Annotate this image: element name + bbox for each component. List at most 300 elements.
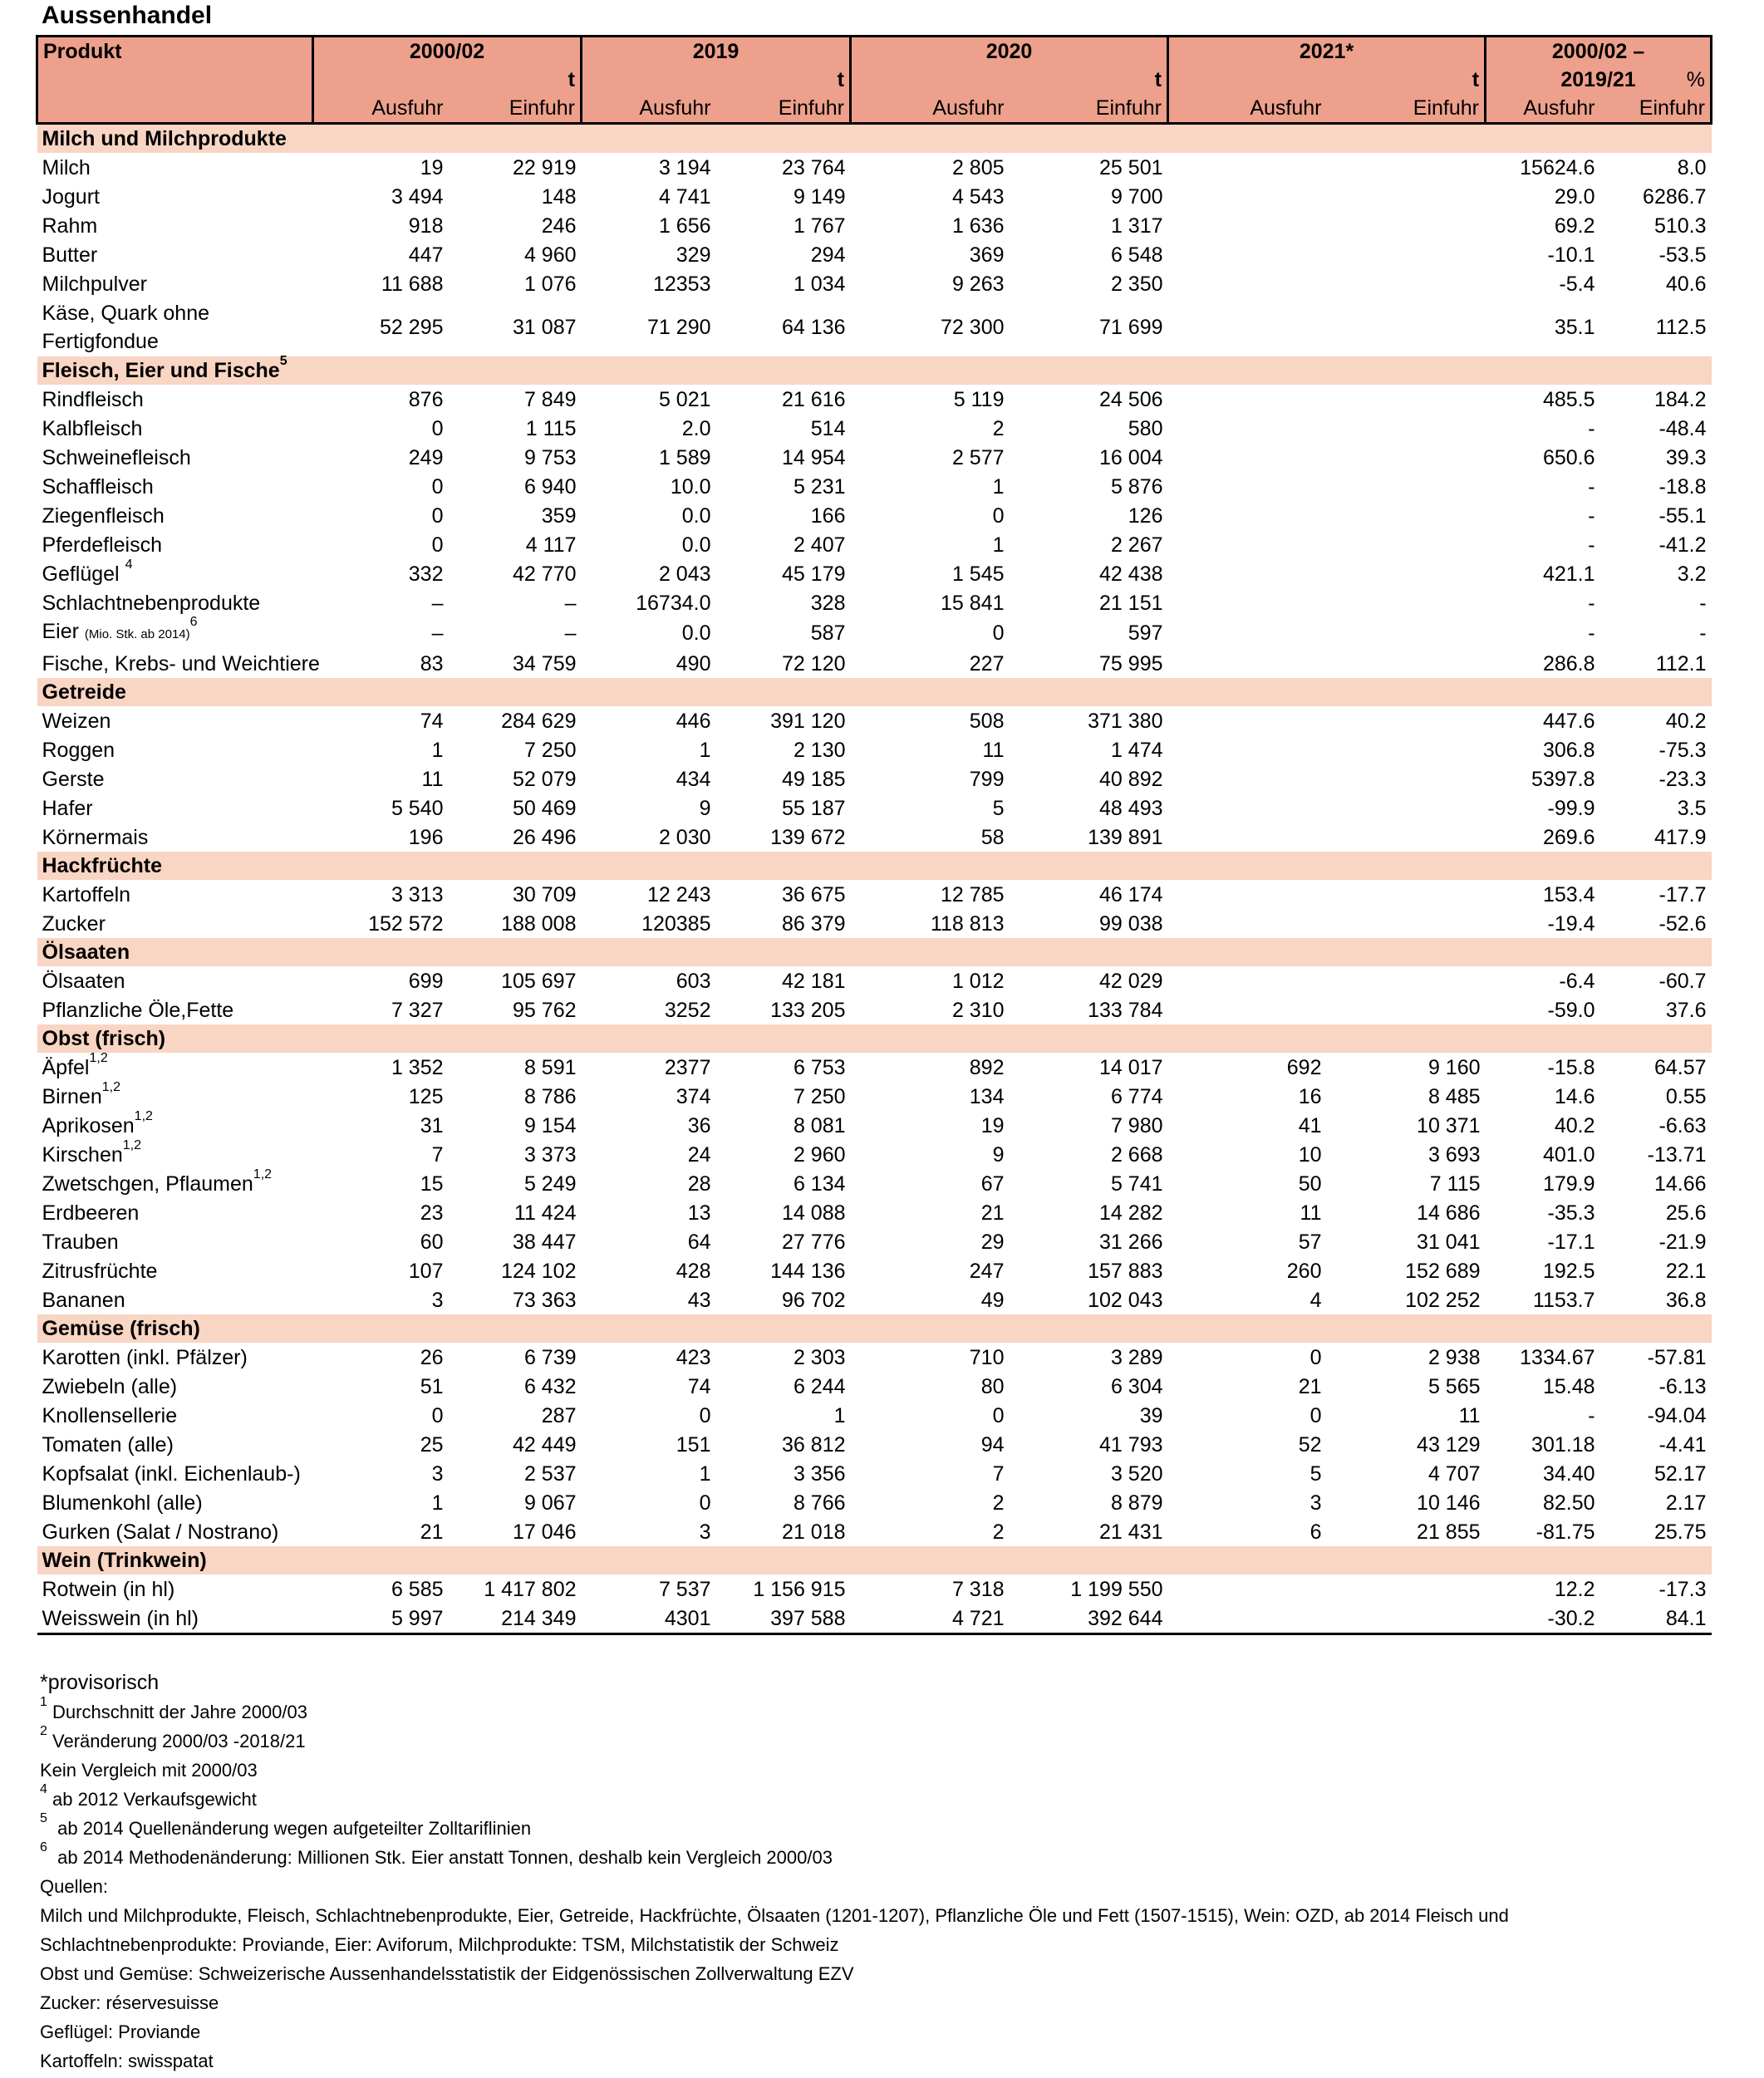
- col-header-import: Einfuhr: [716, 94, 851, 124]
- footnote-line: [40, 1756, 1743, 1785]
- export-value-cell: 36: [687, 1113, 711, 1137]
- export-value-cell: 374: [676, 1084, 711, 1108]
- category-name: Hackfrüchte: [42, 854, 162, 877]
- col-header-import: Einfuhr: [1010, 94, 1168, 124]
- export-value-cell: 9: [699, 796, 711, 820]
- export-value-cell: [1168, 501, 1327, 530]
- export-value-cell: 286.8: [1542, 651, 1595, 675]
- export-value-cell: 1: [431, 738, 444, 762]
- export-value-cell: 11: [1300, 1201, 1322, 1225]
- footnote-marker: 1,2: [122, 1137, 142, 1152]
- category-row: [37, 938, 1712, 966]
- product-name-cell: [37, 1343, 313, 1372]
- col-header-import: Einfuhr: [1327, 94, 1486, 124]
- export-value-cell: 508: [969, 709, 1005, 733]
- export-value-cell: -: [1588, 591, 1595, 615]
- export-value-cell: [1168, 211, 1327, 240]
- import-value-cell: 5 249: [523, 1172, 577, 1196]
- import-value-cell: 40 892: [1099, 767, 1163, 791]
- import-value-cell: -23.3: [1658, 767, 1707, 791]
- import-value-cell: 112.5: [1655, 316, 1707, 339]
- footnote-line: [40, 1901, 1743, 1930]
- product-name: Kartoffeln: [42, 882, 131, 906]
- product-name: Trauben: [42, 1230, 119, 1254]
- export-value-cell: 192.5: [1542, 1259, 1595, 1283]
- import-value-cell: 1 115: [525, 416, 577, 440]
- export-value-cell: 692: [1286, 1055, 1322, 1079]
- export-value-cell: 699: [408, 969, 444, 993]
- import-value-cell: 21 018: [782, 1520, 846, 1544]
- export-value-cell: 918: [408, 214, 444, 238]
- export-value-cell: 799: [969, 767, 1005, 791]
- footnote-number: 4: [40, 1782, 47, 1796]
- import-value-cell: 14 017: [1099, 1055, 1163, 1079]
- export-value-cell: –: [431, 621, 444, 645]
- product-name-cell: [37, 1430, 313, 1459]
- category-name: Ölsaaten: [42, 941, 130, 964]
- table-row: [37, 764, 1712, 793]
- export-value-cell: 0: [992, 504, 1005, 528]
- export-value-cell: 1 589: [658, 445, 711, 469]
- export-value-cell: 603: [676, 969, 711, 993]
- export-value-cell: 892: [969, 1055, 1005, 1079]
- export-value-cell: 3252: [664, 998, 711, 1022]
- import-value-cell: 31 266: [1099, 1230, 1163, 1254]
- export-value-cell: 5397.8: [1531, 767, 1595, 791]
- import-value-cell: 5 741: [1110, 1172, 1163, 1196]
- product-name-cell: [37, 1604, 313, 1634]
- import-value-cell: 4 707: [1427, 1461, 1481, 1486]
- import-value-cell: [1327, 909, 1486, 938]
- product-name: Schaffleisch: [42, 474, 154, 499]
- import-value-cell: 38 447: [513, 1230, 577, 1254]
- import-value-cell: 39.3: [1665, 445, 1707, 469]
- export-value-cell: -17.1: [1547, 1230, 1595, 1254]
- export-value-cell: 125: [408, 1084, 444, 1108]
- unit-label: t: [1327, 66, 1486, 94]
- footnote-text: Milch und Milchprodukte, Fleisch, Schlachtnebenprodukte, Eier, Getreide, Hackfrüchte, Ölsaaten (1201-1207), Pflanzliche Öle und Fett (1507-1515), Wein: OZD, ab 2014 Fleisch und: [40, 1905, 1509, 1926]
- import-value-cell: 6 432: [523, 1374, 577, 1398]
- import-value-cell: 133 205: [770, 998, 846, 1022]
- import-value-cell: 46 174: [1099, 882, 1163, 906]
- export-value-cell: [1168, 153, 1327, 182]
- product-name: Ölsaaten: [42, 969, 125, 993]
- export-value-cell: [1168, 793, 1327, 823]
- product-name-cell: [37, 1050, 313, 1082]
- export-value-cell: 19: [980, 1113, 1005, 1137]
- import-value-cell: [1327, 501, 1486, 530]
- export-value-cell: 74: [420, 709, 444, 733]
- export-value-cell: 0.0: [681, 504, 711, 528]
- export-value-cell: 0: [699, 1491, 711, 1515]
- category-name: Fleisch, Eier und Fische: [42, 359, 280, 382]
- footnote-line: [40, 1930, 1743, 1959]
- export-value-cell: 3: [1309, 1491, 1322, 1515]
- table-row: [37, 649, 1712, 678]
- import-value-cell: 55 187: [782, 796, 846, 820]
- export-value-cell: -15.8: [1547, 1055, 1595, 1079]
- col-header-import-pct: [1600, 94, 1712, 124]
- import-value-cell: 284 629: [501, 709, 577, 733]
- footnote-number: 1: [40, 1695, 47, 1709]
- export-value-cell: 15 841: [941, 591, 1005, 615]
- product-name: Äpfel: [42, 1055, 90, 1079]
- import-value-cell: 587: [810, 621, 846, 645]
- import-value-cell: -94.04: [1647, 1403, 1707, 1427]
- product-unit-note: (Mio. Stk. ab 2014): [84, 627, 190, 641]
- product-name-cell: [37, 501, 313, 530]
- export-value-cell: 21: [1298, 1374, 1322, 1398]
- product-name: Ziegenfleisch: [42, 504, 165, 528]
- product-name-cell: [37, 1372, 313, 1401]
- import-value-cell: [1327, 153, 1486, 182]
- export-value-cell: 0: [431, 1403, 444, 1427]
- import-value-cell: 3 289: [1110, 1345, 1163, 1369]
- import-value-cell: 30 709: [513, 882, 577, 906]
- import-value-cell: 31 041: [1417, 1230, 1481, 1254]
- import-value-cell: 1 767: [793, 214, 846, 238]
- import-value-cell: 84.1: [1600, 1604, 1712, 1634]
- footnote-text: Veränderung 2000/03 -2018/21: [47, 1731, 306, 1751]
- export-value-cell: 4 741: [658, 184, 711, 209]
- export-value-cell: [1168, 240, 1327, 269]
- import-value-cell: 8 786: [523, 1084, 577, 1108]
- export-value-cell: 10.0: [670, 474, 711, 499]
- export-value-cell: [1168, 617, 1327, 649]
- category-row: [37, 124, 1712, 154]
- product-name: Schweinefleisch: [42, 445, 191, 469]
- category-label: [37, 678, 1712, 706]
- export-value-cell: 5 997: [313, 1604, 449, 1634]
- import-value-cell: -60.7: [1658, 969, 1707, 993]
- import-value-cell: 3 520: [1110, 1461, 1163, 1486]
- table-row: [37, 530, 1712, 559]
- export-value-cell: 43: [687, 1288, 711, 1312]
- import-value-cell: 2 668: [1110, 1142, 1163, 1167]
- import-value-cell: 9 149: [793, 184, 846, 209]
- table-row: [37, 1604, 1712, 1634]
- export-value-cell: 2 310: [951, 998, 1005, 1022]
- product-name: Hafer: [42, 796, 93, 820]
- product-name-cell: [37, 1256, 313, 1285]
- import-value-cell: 3 356: [793, 1461, 846, 1486]
- product-name: Weisswein (in hl): [42, 1606, 199, 1630]
- footnote-text: ab 2014 Quellenänderung wegen aufgeteilter Zolltariflinien: [47, 1818, 532, 1839]
- footnote-text: Quellen:: [40, 1876, 108, 1897]
- category-name: Obst (frisch): [42, 1027, 166, 1050]
- export-value-cell: 120385: [641, 911, 711, 936]
- export-value-cell: 16734.0: [636, 591, 711, 615]
- table-row: [37, 909, 1712, 938]
- export-value-cell: 269.6: [1542, 825, 1595, 849]
- import-value-cell: 40.6: [1665, 272, 1707, 296]
- import-value-cell: 25 501: [1099, 155, 1163, 179]
- export-value-cell: 28: [687, 1172, 711, 1196]
- export-value-cell: 72 300: [941, 316, 1005, 339]
- import-value-cell: 1 034: [793, 272, 846, 296]
- import-value-cell: -57.81: [1647, 1345, 1707, 1369]
- import-value-cell: 24 506: [1099, 387, 1163, 411]
- table-row: [37, 706, 1712, 735]
- export-value-cell: 0: [1309, 1345, 1322, 1369]
- import-value-cell: 27 776: [782, 1230, 846, 1254]
- category-label: [37, 356, 1712, 385]
- trade-table-container: [36, 35, 1710, 1635]
- import-value-cell: 6 548: [1110, 243, 1163, 267]
- import-value-cell: 96 702: [782, 1288, 846, 1312]
- footnote-line: [40, 1782, 1743, 1814]
- product-name-cell: [37, 559, 313, 588]
- export-value-cell: 227: [969, 651, 1005, 675]
- import-value-cell: -17.7: [1658, 882, 1707, 906]
- export-value-cell: 25: [420, 1432, 444, 1457]
- import-value-cell: 6 244: [793, 1374, 846, 1398]
- export-value-cell: 2: [992, 1491, 1005, 1515]
- import-value-cell: 39: [1139, 1403, 1163, 1427]
- export-value-cell: 29: [980, 1230, 1005, 1254]
- table-row: [37, 472, 1712, 501]
- product-name: Zucker: [42, 911, 106, 936]
- header-spacer: [582, 66, 716, 94]
- import-value-cell: 3.5: [1677, 796, 1707, 820]
- export-value-cell: 24: [687, 1142, 711, 1167]
- import-value-cell: [1327, 706, 1486, 735]
- export-value-cell: 710: [969, 1345, 1005, 1369]
- export-value-cell: [1168, 880, 1327, 909]
- export-value-cell: [1168, 269, 1327, 298]
- export-value-cell: 1 656: [658, 214, 711, 238]
- footnote-text: Obst und Gemüse: Schweizerische Aussenhandelsstatistik der Eidgenössischen Zollverwaltung EZV: [40, 1963, 854, 1984]
- table-row: [37, 1488, 1712, 1517]
- import-value-cell: [1327, 182, 1486, 211]
- header-spacer: [37, 66, 313, 94]
- export-value-cell: 1 545: [951, 562, 1005, 586]
- table-row: [37, 385, 1712, 414]
- import-value-cell: 7 849: [523, 387, 577, 411]
- table-body: [37, 124, 1712, 1634]
- import-value-cell: 99 038: [1099, 911, 1163, 936]
- product-name-cell: [37, 414, 313, 443]
- export-value-cell: -: [1588, 533, 1595, 557]
- export-value-cell: 40.2: [1554, 1113, 1595, 1137]
- export-value-cell: 7 327: [391, 998, 444, 1022]
- import-value-cell: [1327, 240, 1486, 269]
- export-value-cell: [1168, 443, 1327, 472]
- import-value-cell: 64.57: [1653, 1055, 1707, 1079]
- export-value-cell: 21: [420, 1520, 444, 1544]
- product-name: Kalbfleisch: [42, 416, 143, 440]
- import-value-cell: 166: [810, 504, 846, 528]
- footnote-text: Zucker: réservesuisse: [40, 1992, 219, 2013]
- category-name: Getreide: [42, 680, 126, 704]
- export-value-cell: 423: [676, 1345, 711, 1369]
- import-value-cell: 41 793: [1099, 1432, 1163, 1457]
- product-name: Rindfleisch: [42, 387, 144, 411]
- export-value-cell: 51: [420, 1374, 444, 1398]
- product-name-cell: [37, 1401, 313, 1430]
- product-name: Rotwein (in hl): [42, 1577, 175, 1601]
- import-value-cell: [1327, 995, 1486, 1024]
- import-value-cell: 25.6: [1665, 1201, 1707, 1225]
- export-value-cell: 447.6: [1542, 709, 1595, 733]
- table-row: [37, 1256, 1712, 1285]
- import-value-cell: 4 117: [525, 533, 577, 557]
- import-value-cell: 23 764: [782, 155, 846, 179]
- export-value-cell: 5 119: [953, 387, 1005, 411]
- col-header-export: Ausfuhr: [582, 94, 716, 124]
- product-name-cell: [37, 211, 313, 240]
- export-value-cell: 52: [1298, 1432, 1322, 1457]
- import-value-cell: 392 644: [1010, 1604, 1168, 1634]
- import-value-cell: [1327, 966, 1486, 995]
- export-value-cell: 6 585: [391, 1577, 444, 1601]
- import-value-cell: 6 739: [523, 1345, 577, 1369]
- export-value-cell: 152 572: [368, 911, 444, 936]
- category-label: [37, 1024, 1712, 1053]
- export-value-cell: 57: [1298, 1230, 1322, 1254]
- import-value-cell: 397 588: [716, 1604, 851, 1634]
- import-value-cell: [1327, 1604, 1486, 1634]
- import-value-cell: 8 081: [793, 1113, 846, 1137]
- import-value-cell: 105 697: [501, 969, 577, 993]
- import-value-cell: -52.6: [1658, 911, 1707, 936]
- export-value-cell: 3: [699, 1520, 711, 1544]
- import-value-cell: 36.8: [1665, 1288, 1707, 1312]
- import-value-cell: 6 753: [793, 1055, 846, 1079]
- export-value-cell: 196: [408, 825, 444, 849]
- export-value-cell: 0: [1309, 1403, 1322, 1427]
- import-value-cell: 1 317: [1110, 214, 1163, 238]
- export-value-cell: 5 540: [391, 796, 444, 820]
- import-value-cell: 14.66: [1653, 1172, 1707, 1196]
- product-name: Zwiebeln (alle): [42, 1374, 178, 1398]
- import-value-cell: [1327, 735, 1486, 764]
- footnotes: [40, 1668, 1743, 2076]
- export-value-cell: 69.2: [1554, 214, 1595, 238]
- import-value-cell: 36 812: [782, 1432, 846, 1457]
- export-value-cell: –: [431, 591, 444, 615]
- export-value-cell: 4 543: [951, 184, 1005, 209]
- import-value-cell: 14 088: [782, 1201, 846, 1225]
- export-value-cell: 1: [431, 1491, 444, 1515]
- product-name: Geflügel: [42, 562, 125, 586]
- import-value-cell: 2 350: [1110, 272, 1163, 296]
- export-value-cell: 1 352: [391, 1055, 444, 1079]
- import-value-cell: [1327, 443, 1486, 472]
- table-row: [37, 211, 1712, 240]
- import-value-cell: [1327, 823, 1486, 852]
- import-value-cell: 2 303: [793, 1345, 846, 1369]
- import-value-cell: 49 185: [782, 767, 846, 791]
- import-value-cell: 5 876: [1110, 474, 1163, 499]
- footnote-marker: 1,2: [101, 1079, 121, 1094]
- export-value-cell: 3 494: [391, 184, 444, 209]
- export-value-cell: 401.0: [1542, 1142, 1595, 1167]
- table-row: [37, 1401, 1712, 1430]
- product-name-cell: [37, 1517, 313, 1546]
- export-value-cell: 249: [408, 445, 444, 469]
- import-value-cell: 8 766: [793, 1491, 846, 1515]
- export-value-cell: 329: [676, 243, 711, 267]
- product-name: Gerste: [42, 767, 105, 791]
- import-value-cell: 2.17: [1665, 1491, 1707, 1515]
- import-value-cell: 3.2: [1677, 562, 1707, 586]
- product-name: Blumenkohl (alle): [42, 1491, 203, 1515]
- import-value-cell: 580: [1128, 416, 1163, 440]
- import-value-cell: 144 136: [770, 1259, 846, 1283]
- table-row: [37, 1227, 1712, 1256]
- product-name: Jogurt: [42, 184, 100, 209]
- import-value-cell: 133 784: [1088, 998, 1163, 1022]
- export-value-cell: 31: [420, 1113, 444, 1137]
- export-value-cell: 0.0: [681, 621, 711, 645]
- table-row: [37, 880, 1712, 909]
- col-header-export: Ausfuhr: [1486, 94, 1600, 124]
- product-name: Knollensellerie: [42, 1403, 178, 1427]
- export-value-cell: [1168, 649, 1327, 678]
- import-value-cell: 391 120: [770, 709, 846, 733]
- export-value-cell: -35.3: [1547, 1201, 1595, 1225]
- export-value-cell: 306.8: [1542, 738, 1595, 762]
- footnote-line: [40, 1959, 1743, 1988]
- table-row: [37, 793, 1712, 823]
- import-value-cell: [1327, 414, 1486, 443]
- export-value-cell: -99.9: [1547, 796, 1595, 820]
- export-value-cell: 14.6: [1554, 1084, 1595, 1108]
- export-value-cell: 6: [1309, 1520, 1322, 1544]
- category-name: Milch und Milchprodukte: [42, 127, 287, 150]
- import-value-cell: 21 151: [1099, 591, 1163, 615]
- col-header-import: Einfuhr: [449, 94, 582, 124]
- import-value-cell: 597: [1128, 621, 1163, 645]
- import-value-cell: 514: [810, 416, 846, 440]
- import-value-cell: 52.17: [1653, 1461, 1707, 1486]
- export-value-cell: 118 813: [930, 911, 1005, 936]
- product-name-cell: [37, 153, 313, 182]
- export-value-cell: -: [1588, 474, 1595, 499]
- category-row: [37, 1546, 1712, 1574]
- import-value-cell: [1327, 880, 1486, 909]
- export-value-cell: [1168, 735, 1327, 764]
- table-row: [37, 735, 1712, 764]
- export-value-cell: 485.5: [1542, 387, 1595, 411]
- import-value-cell: 148: [541, 184, 577, 209]
- category-row: [37, 852, 1712, 880]
- import-value-cell: 42 029: [1099, 969, 1163, 993]
- import-value-cell: 31 087: [513, 316, 577, 339]
- export-value-cell: 247: [969, 1259, 1005, 1283]
- export-value-cell: 12.2: [1554, 1577, 1595, 1601]
- export-value-cell: 301.18: [1531, 1432, 1595, 1457]
- export-value-cell: [1168, 823, 1327, 852]
- export-value-cell: 9: [992, 1142, 1005, 1167]
- product-name: Käse, Quark ohne: [42, 302, 210, 325]
- product-name-cell: [37, 880, 313, 909]
- import-value-cell: 9 067: [523, 1491, 577, 1515]
- export-value-cell: 74: [687, 1374, 711, 1398]
- import-value-cell: [1327, 588, 1486, 617]
- table-row: [37, 617, 1712, 649]
- category-label: [37, 1314, 1712, 1343]
- import-value-cell: 3 693: [1427, 1142, 1481, 1167]
- product-name-cell: [37, 298, 313, 356]
- header-spacer: [37, 94, 313, 124]
- product-column-header: Produkt: [37, 37, 313, 66]
- import-value-cell: 71 699: [1099, 316, 1163, 339]
- export-value-cell: -30.2: [1486, 1604, 1600, 1634]
- category-label: [37, 1546, 1712, 1574]
- export-value-cell: 13: [687, 1201, 711, 1225]
